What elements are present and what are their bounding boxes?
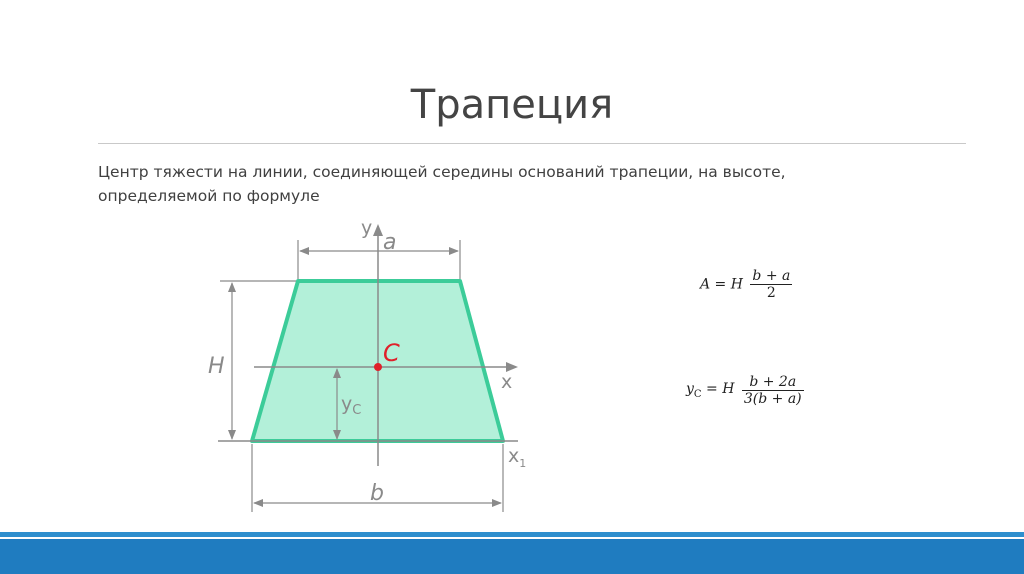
h-arrow-top: [228, 282, 236, 292]
centroid-label: C: [383, 339, 400, 367]
area-formula-denominator: 2: [750, 284, 792, 301]
height-label: H: [208, 354, 225, 379]
area-formula-numerator: b + a: [752, 268, 791, 284]
yc-formula-denominator: 3(b + a): [743, 391, 802, 407]
b-arrow-right: [492, 499, 502, 507]
x-axis-label: x: [501, 371, 513, 393]
b-arrow-left: [253, 499, 263, 507]
yc-formula-rest: = H: [701, 381, 735, 398]
slide-title: Трапеция: [410, 82, 614, 128]
a-arrow-right: [449, 247, 459, 255]
h-arrow-bottom: [228, 430, 236, 440]
yc-formula-lhs: [686, 381, 735, 400]
y-axis-arrow: [373, 224, 383, 236]
footer-bar: [0, 539, 1024, 574]
yc-formula-y: y: [686, 381, 694, 398]
centroid-point: [374, 363, 382, 371]
yc-formula-numerator: b + 2a: [749, 374, 797, 390]
footer-accent-line: [0, 532, 1024, 537]
yc-label-sub: C: [352, 403, 362, 418]
area-formula-lhs: A = H: [700, 276, 743, 293]
x1-label-main: x: [508, 445, 520, 467]
yc-formula-sub: C: [693, 388, 702, 400]
area-formula: [700, 268, 792, 301]
bottom-base-label: b: [370, 481, 384, 506]
slide-body-text: Центр тяжести на линии, соединяющей середины оснований трапеции, на высоте, определяемой по формуле: [98, 163, 786, 205]
top-base-label: a: [383, 230, 397, 255]
area-formula-fraction: [750, 268, 792, 301]
a-arrow-left: [299, 247, 309, 255]
x1-axis-label: [508, 445, 526, 470]
yc-formula-fraction: [742, 374, 804, 407]
y-axis-label: y: [361, 217, 373, 239]
yc-formula: [686, 374, 804, 407]
x1-label-sub: 1: [519, 457, 527, 470]
yc-label-main: y: [341, 393, 353, 415]
